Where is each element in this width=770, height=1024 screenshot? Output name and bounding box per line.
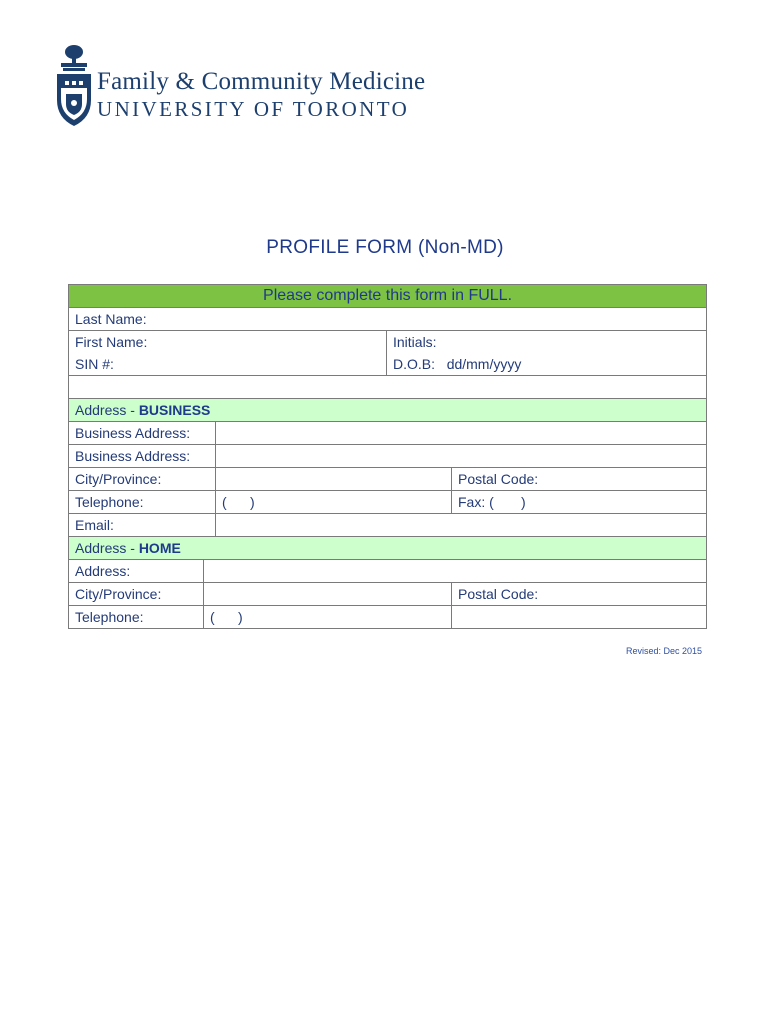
business-fax-field[interactable] <box>452 491 707 514</box>
business-email-row <box>69 514 707 537</box>
business-email-label: Email: <box>69 514 216 537</box>
business-postal-label: Postal Code: <box>458 471 539 487</box>
business-telephone-input[interactable] <box>216 491 452 514</box>
business-section-title: BUSINESS <box>138 402 211 418</box>
business-address-label-2: Business Address: <box>69 445 216 468</box>
dob-placeholder: dd/mm/yyyy <box>446 356 522 372</box>
first-name-field[interactable] <box>69 331 387 354</box>
home-telephone-label: Telephone: <box>69 606 204 629</box>
business-email-input[interactable] <box>216 514 707 537</box>
home-city-input[interactable] <box>204 583 452 606</box>
initials-field[interactable] <box>387 331 707 354</box>
business-telephone-row <box>69 491 707 514</box>
form-banner-row <box>69 285 707 308</box>
form-banner: Please complete this form in FULL. <box>69 285 707 308</box>
spacer-row <box>69 376 707 399</box>
sin-row <box>69 353 707 376</box>
business-address-label-1: Business Address: <box>69 422 216 445</box>
profile-form-table <box>68 284 707 629</box>
business-fax-label: Fax: ( ) <box>458 494 526 510</box>
last-name-row <box>69 308 707 331</box>
home-city-row <box>69 583 707 606</box>
sin-field[interactable] <box>69 353 387 376</box>
business-address-input-2[interactable] <box>216 445 707 468</box>
home-postal-label: Postal Code: <box>458 586 539 602</box>
home-section-title: HOME <box>138 540 181 556</box>
dob-label: D.O.B: <box>393 356 436 372</box>
home-address-label: Address: <box>69 560 204 583</box>
business-telephone-parens: ( ) <box>222 494 255 510</box>
sin-label: SIN #: <box>75 356 114 372</box>
first-name-row <box>69 331 707 354</box>
revised-date: Revised: Dec 2015 <box>625 646 702 656</box>
home-section-header <box>69 537 707 560</box>
business-address-input-1[interactable] <box>216 422 707 445</box>
last-name-field[interactable] <box>69 308 707 331</box>
university-logo <box>55 44 425 130</box>
home-telephone-parens: ( ) <box>210 609 243 625</box>
logo-department-name: Family & Community Medicine <box>97 68 426 95</box>
last-name-label: Last Name: <box>75 311 147 327</box>
page-title: PROFILE FORM (Non-MD) <box>266 237 504 258</box>
business-postal-field[interactable] <box>452 468 707 491</box>
dob-field[interactable] <box>387 353 707 376</box>
crest-icon <box>55 44 93 128</box>
logo-university-name: UNIVERSITY OF TORONTO <box>97 97 410 121</box>
home-telephone-input[interactable] <box>204 606 452 629</box>
business-section-prefix: Address - <box>75 402 139 418</box>
business-telephone-label: Telephone: <box>69 491 216 514</box>
business-address-row-2 <box>69 445 707 468</box>
home-address-input[interactable] <box>204 560 707 583</box>
home-postal-field[interactable] <box>452 583 707 606</box>
initials-label: Initials: <box>393 334 437 350</box>
home-city-label: City/Province: <box>69 583 204 606</box>
home-address-row <box>69 560 707 583</box>
business-city-label: City/Province: <box>69 468 216 491</box>
home-section-prefix: Address - <box>75 540 139 556</box>
home-telephone-extra[interactable] <box>452 606 707 629</box>
business-city-input[interactable] <box>216 468 452 491</box>
business-address-row-1 <box>69 422 707 445</box>
home-telephone-row <box>69 606 707 629</box>
first-name-label: First Name: <box>75 334 148 350</box>
business-city-row <box>69 468 707 491</box>
business-section-header <box>69 399 707 422</box>
